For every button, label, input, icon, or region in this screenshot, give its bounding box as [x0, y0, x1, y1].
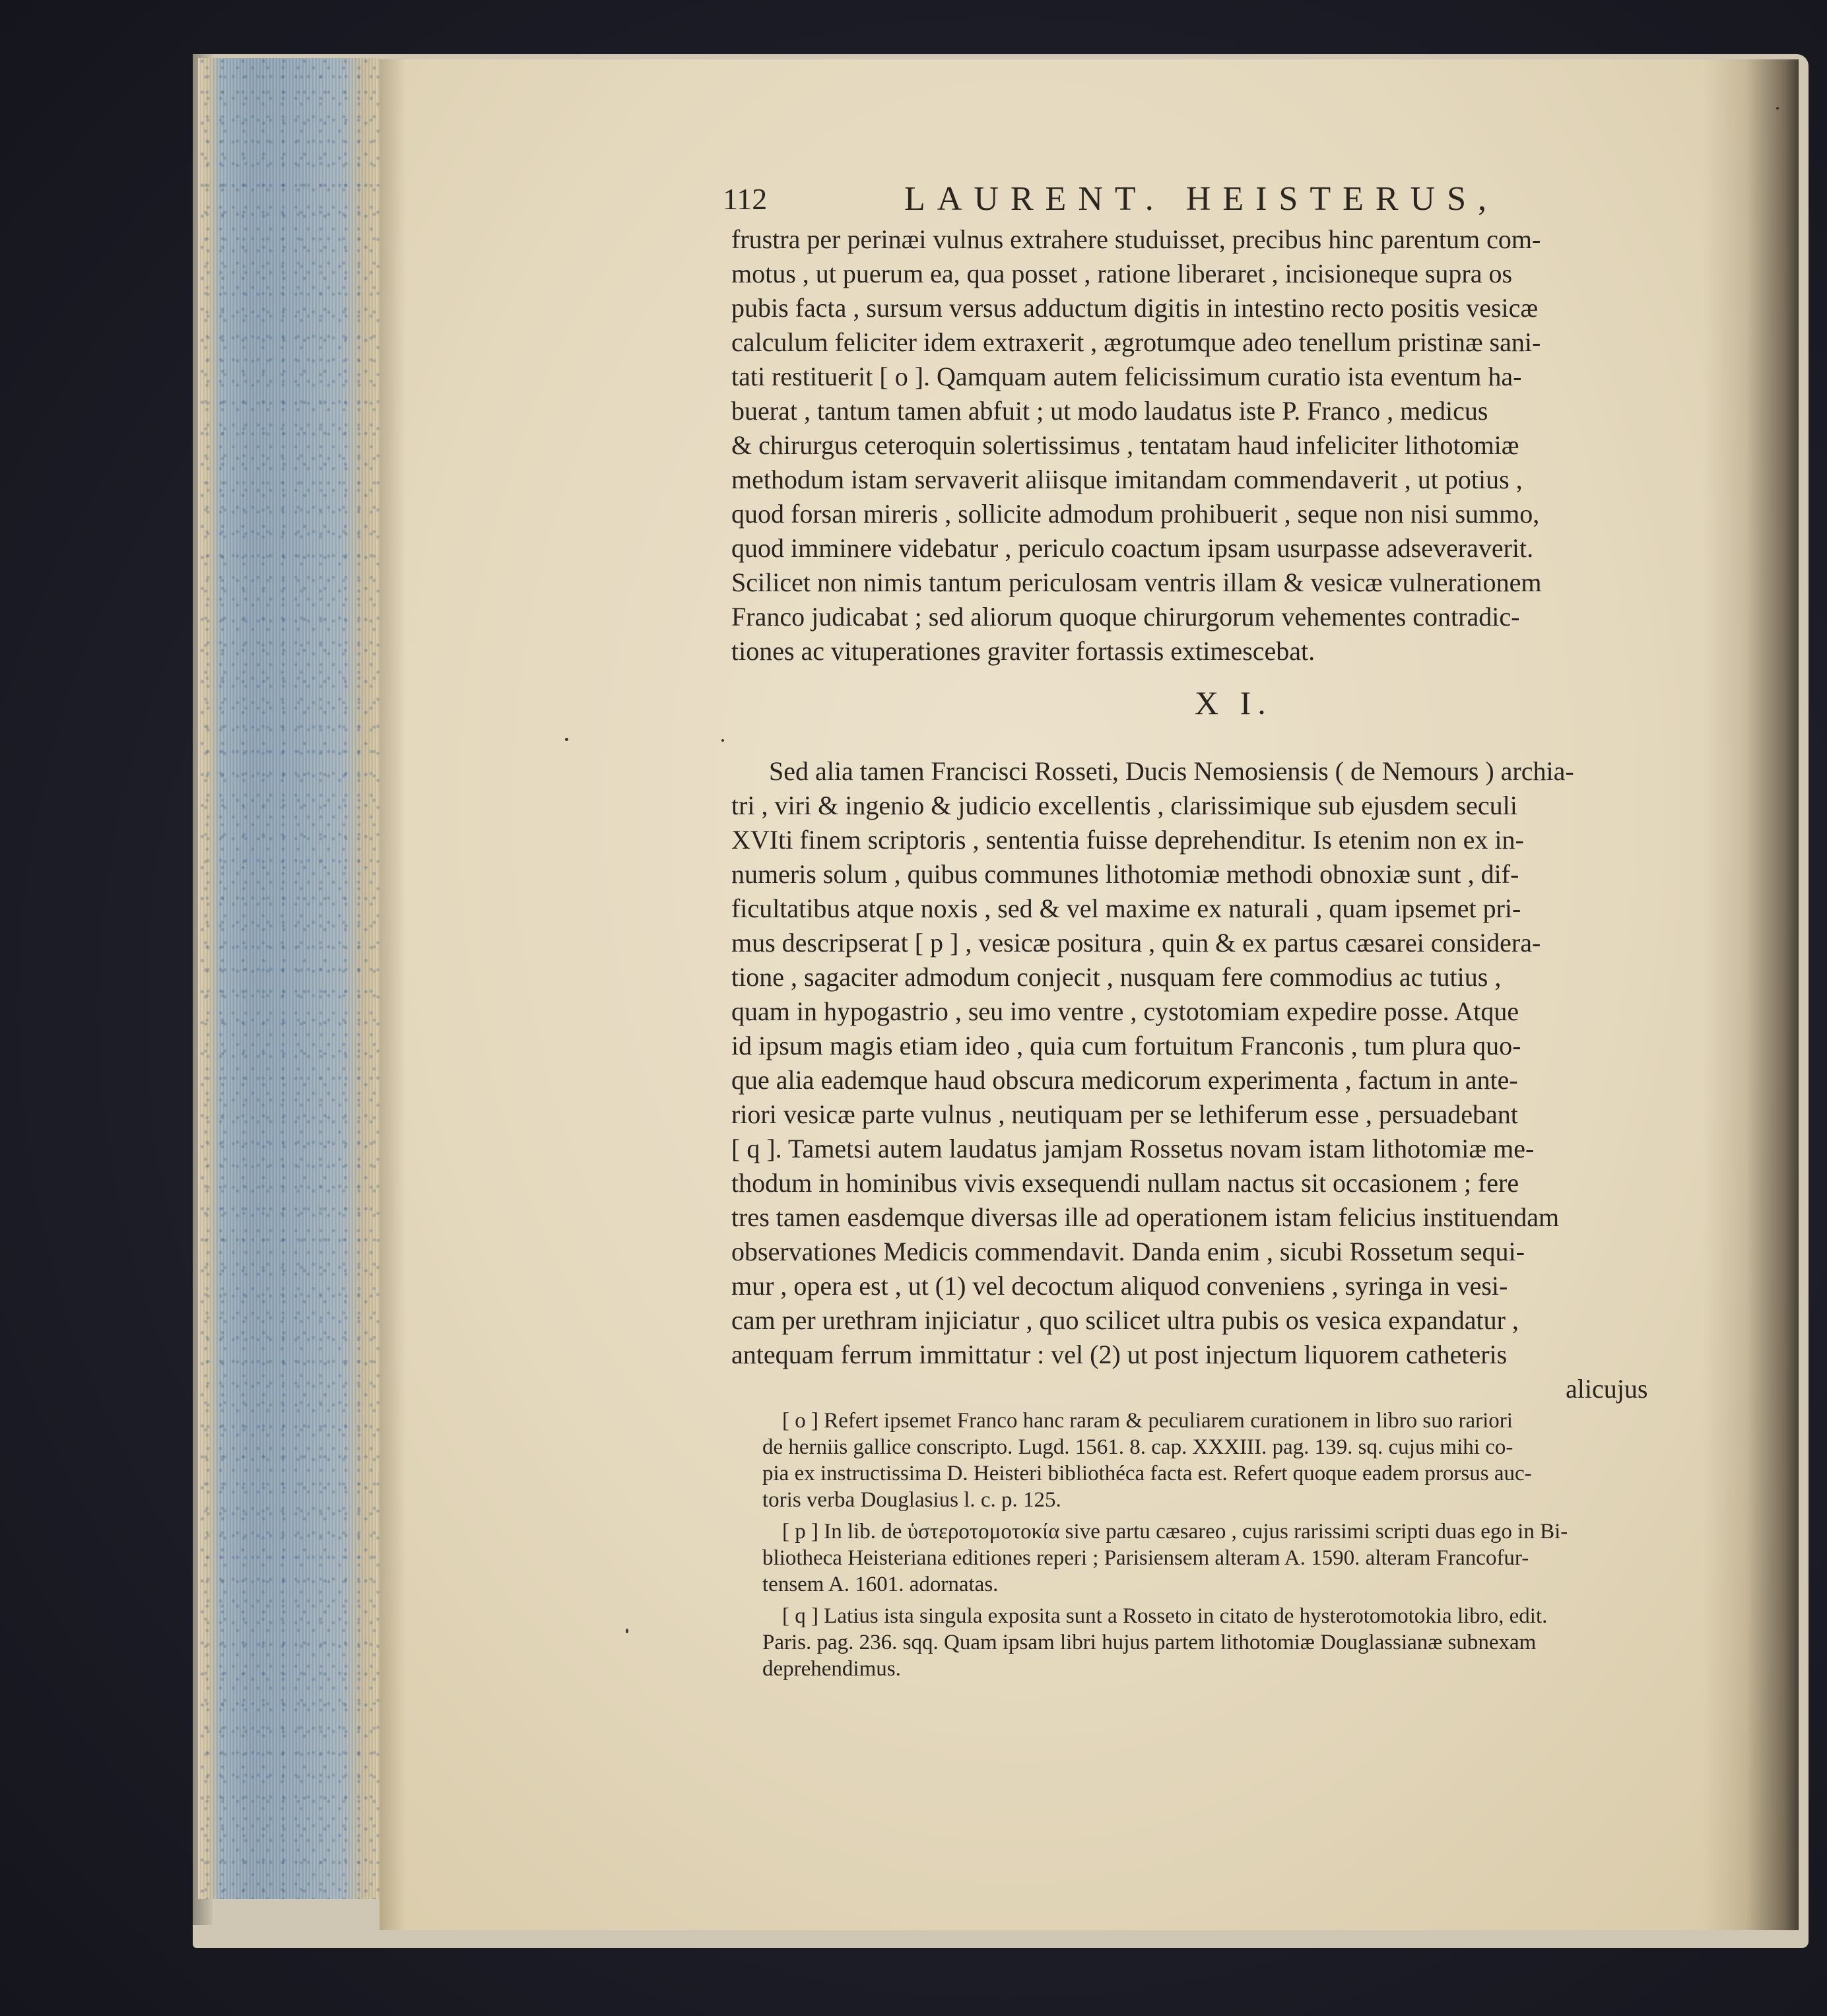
- page-shadow: [380, 59, 406, 1930]
- footnote-line: [ q ] Latius ista singula exposita sunt a Rosseto in citato de hysterotomotokia libro, edit.: [782, 1604, 1548, 1628]
- footnote-line: toris verba Douglasius l. c. p. 125.: [762, 1488, 1061, 1512]
- text-line: tati restituerit [ o ]. Qamquam autem felicissimum curatio ista eventum ha-: [731, 362, 1522, 391]
- text-line: cam per urethram injiciatur , quo scilicet ultra pubis os vesica expandatur ,: [731, 1305, 1519, 1335]
- text-line: Sed alia tamen Francisci Rosseti, Ducis Nemosiensis ( de Nemours ) archia-: [769, 756, 1574, 786]
- footnote-line: bliotheca Heisteriana editiones reperi ; Parisiensem alteram A. 1590. alteram Francofur-: [762, 1546, 1529, 1570]
- text-line: quod forsan mireris , sollicite admodum prohibuerit , seque non nisi summo,: [731, 499, 1540, 529]
- text-line: pubis facta , sursum versus adductum digitis in intestino recto positis vesicæ: [731, 293, 1539, 323]
- text-line: riori vesicæ parte vulnus , neutiquam per se lethiferum esse , persuadebant: [731, 1099, 1518, 1129]
- text-line: numeris solum , quibus communes lithotomiæ methodi obnoxiæ sunt , dif-: [731, 859, 1519, 889]
- text-line: [ q ]. Tametsi autem laudatus jamjam Rossetus novam istam lithotomiæ me-: [731, 1134, 1535, 1163]
- page-fore-edge: [198, 58, 380, 1899]
- text-line: id ipsum magis etiam ideo , quia cum fortuitum Franconis , tum plura quo-: [731, 1031, 1521, 1060]
- text-line: quam in hypogastrio , seu imo ventre , cystotomiam expedire posse. Atque: [731, 996, 1519, 1026]
- text-line: tres tamen easdemque diversas ille ad operationem istam felicius instituendam: [731, 1202, 1560, 1232]
- text-line: quod imminere videbatur , periculo coactum ipsam usurpasse adseveraverit.: [731, 533, 1534, 563]
- text-line: methodum istam servaverit aliisque imitandam commendaverit , ut potius ,: [731, 465, 1523, 494]
- text-line: que alia eademque haud obscura medicorum experimenta , factum in ante-: [731, 1065, 1518, 1095]
- footnote-line: Paris. pag. 236. sqq. Quam ipsam libri hujus partem lithotomiæ Douglassianæ subnexam: [762, 1631, 1537, 1654]
- text-line: XVIti finem scriptoris , sententia fuisse deprehenditur. Is etenim non ex in-: [731, 825, 1524, 855]
- page-number: 112: [723, 182, 768, 216]
- text-line: Scilicet non nimis tantum periculosam ventris illam & vesicæ vulnerationem: [731, 568, 1542, 597]
- text-line: Franco judicabat ; sed aliorum quoque chirurgorum vehementes contradic-: [731, 602, 1520, 632]
- ink-speck: [565, 738, 568, 741]
- text-line: mus descripserat [ p ] , vesicæ positura , quin & ex partus cæsarei considera-: [731, 928, 1541, 958]
- footnote-line: pia ex instructissima D. Heisteri bibliothéca facta est. Refert quoque eadem prorsus auc-: [762, 1462, 1532, 1485]
- footnote-line: tensem A. 1601. adornatas.: [762, 1573, 999, 1596]
- text-line: frustra per perinæi vulnus extrahere studuisset, precibus hinc parentum com-: [731, 224, 1541, 254]
- text-line: thodum in hominibus vivis exsequendi nullam nactus sit occasionem ; fere: [731, 1168, 1519, 1198]
- text-line: antequam ferrum immittatur : vel (2) ut post injectum liquorem catheteris: [731, 1340, 1508, 1369]
- ink-speck: [721, 739, 724, 742]
- text-line: observationes Medicis commendavit. Danda enim , sicubi Rossetum sequi-: [731, 1237, 1525, 1266]
- gutter-shadow: [1703, 59, 1799, 1930]
- catchword: alicujus: [1566, 1374, 1648, 1404]
- text-line: mur , opera est , ut (1) vel decoctum aliquod conveniens , syringa in vesi-: [731, 1271, 1508, 1301]
- running-title: LAURENT. HEISTERUS,: [904, 180, 1499, 218]
- running-head: [723, 173, 1686, 226]
- ink-speck: [626, 1629, 628, 1633]
- ink-speck: [1776, 107, 1779, 110]
- footnote-line: de herniis gallice conscripto. Lugd. 1561. 8. cap. XXXIII. pag. 139. sq. cujus mihi co-: [762, 1435, 1513, 1459]
- text-line: ficultatibus atque noxis , sed & vel maxime ex naturali , quam ipsemet pri-: [731, 894, 1521, 923]
- footnote-line: [ p ] In lib. de ὑστεροτομοτοκία sive partu cæsareo , cujus rarissimi scripti duas ego in Bi-: [782, 1520, 1568, 1544]
- section-heading: X I.: [1195, 684, 1273, 721]
- text-line: tione , sagaciter admodum conjecit , nusquam fere commodius ac tutius ,: [731, 962, 1502, 992]
- footnote-line: deprehendimus.: [762, 1657, 901, 1681]
- text-line: tri , viri & ingenio & judicio excellentis , clarissimique sub ejusdem seculi: [731, 791, 1517, 820]
- text-line: motus , ut puerum ea, qua posset , ratione liberaret , incisioneque supra os: [731, 259, 1513, 288]
- footnote-line: [ o ] Refert ipsemet Franco hanc raram & peculiarem curationem in libro suo rariori: [782, 1409, 1513, 1433]
- text-line: & chirurgus ceteroquin solertissimus , tentatam haud infeliciter lithotomiæ: [731, 430, 1519, 460]
- text-line: tiones ac vituperationes graviter fortassis extimescebat.: [731, 636, 1315, 666]
- text-line: buerat , tantum tamen abfuit ; ut modo laudatus iste P. Franco , medicus: [731, 396, 1488, 426]
- text-line: calculum feliciter idem extraxerit , ægrotumque adeo tenellum pristinæ sani-: [731, 327, 1541, 357]
